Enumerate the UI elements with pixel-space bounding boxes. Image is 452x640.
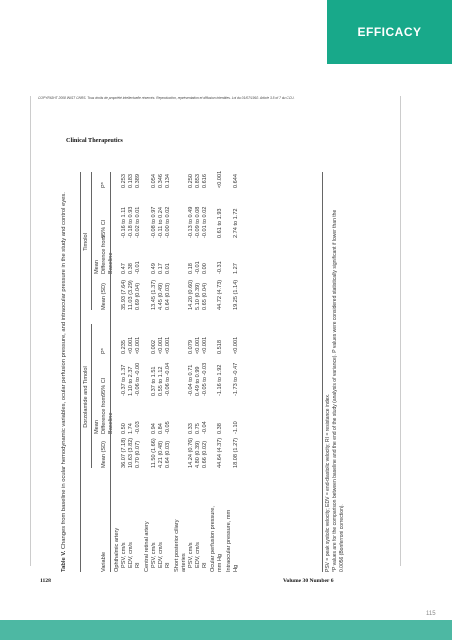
row-label: Short posterior ciliary arteries [174, 519, 187, 572]
table-cell: 4.45 (0.49) [158, 282, 164, 310]
column-header: Mean Difference from Baseline [94, 395, 114, 434]
table-cell: <0.001 [202, 336, 208, 354]
table-cell: 0.37 to 1.51 [151, 366, 157, 396]
table-cell: -1.10 [233, 421, 239, 434]
row-label: EDV, cm/s [128, 542, 134, 568]
table-cell: -0.04 to 0.71 [188, 364, 194, 396]
table-cell: 5.10 (0.39) [195, 282, 201, 310]
table-cell: 0.69 (0.04) [135, 282, 141, 310]
table-cell: 0.49 [151, 263, 157, 274]
group-header-dorzolamide-timolol: Dorzolamide and Timolol [83, 366, 89, 428]
table-cell: 0.70 (0.07) [135, 440, 141, 468]
column-header: P* [101, 182, 107, 188]
table-caption-title: Table V. [61, 550, 67, 572]
table-cell: 0.616 [202, 174, 208, 188]
table-cell: -0.06 to -0.00 [135, 362, 141, 396]
table-cell: -0.05 to -0.03 [202, 362, 208, 396]
table-cell: <0.001 [158, 336, 164, 354]
table-cell: <0.001 [217, 170, 223, 188]
table-cell: 18.08 (1.27) [233, 437, 239, 468]
table-cell: -0.09 to 0.08 [195, 206, 201, 238]
table-cell: -0.01 to 0.02 [202, 206, 208, 238]
table-cell: -0.05 [165, 421, 171, 434]
bottom-color-band [0, 620, 452, 640]
table-cell: 0.253 [121, 174, 127, 188]
column-header: 95% CI [101, 377, 107, 396]
table-cell: -0.37 to 1.37 [121, 364, 127, 396]
badge-label: EFFICACY [357, 25, 422, 39]
row-label: Intraocular pressure, mm Hg [226, 509, 239, 572]
table-cell: 0.50 [121, 423, 127, 434]
table-cell: 0.346 [158, 174, 164, 188]
table-cell: 1.10 to 2.37 [128, 366, 134, 396]
table-cell: 0.64 (0.03) [165, 282, 171, 310]
table-cell: 0.054 [151, 174, 157, 188]
table-cell: 2.74 to 1.72 [233, 208, 239, 238]
table-cell: 0.64 (0.03) [165, 440, 171, 468]
row-label: EDV, cm/s [158, 542, 164, 568]
left-margin-line [30, 96, 31, 566]
row-label: Ocular perfusion pressure, mm Hg [210, 506, 223, 572]
column-header: P* [101, 348, 107, 354]
table-cell: 14.20 (0.60) [188, 279, 194, 310]
table-cell: -0.16 to 1.11 [121, 207, 127, 238]
table-cell: 44.72 (4.73) [217, 279, 223, 310]
table-cell: 0.00 [202, 263, 208, 274]
table-cell: 0.250 [188, 174, 194, 188]
table-cell: -0.11 to 0.24 [158, 207, 164, 238]
row-label: Central retinal artery [144, 521, 150, 572]
table-cell: 0.33 [188, 423, 194, 434]
row-label: PSV, cm/s [151, 542, 157, 568]
table-cell: 0.38 [128, 263, 134, 274]
copyright-notice: COPYRIGHT 2008 INIST CNRS. Tous droits de propriété intellectuelle réservés. Reproduction, représentation et diffusion interdites. Loi du 01/07/1992. Article 3.5 of 7 du CCU. [38, 96, 295, 100]
row-label: RI [202, 562, 208, 568]
table-cell: -0.04 [202, 421, 208, 434]
table-cell: 0.183 [128, 174, 134, 188]
row-label: Ophthalmic artery [114, 527, 120, 572]
group-header-timolol: Timolol [83, 233, 89, 251]
table-cell: 0.49 to 0.99 [195, 366, 201, 396]
table-caption [60, 172, 68, 572]
page-number: 115 [426, 611, 436, 617]
table-cell: 0.47 [121, 263, 127, 274]
table-cell: -0.01 [195, 261, 201, 274]
row-label: EDV, cm/s [195, 542, 201, 568]
table-cell: -0.03 [135, 421, 141, 434]
table-cell: 44.64 (4.37) [217, 437, 223, 468]
table-cell: 0.17 [158, 263, 164, 274]
table-cell: -0.08 to 0.97 [151, 206, 157, 238]
table-cell: 0.75 [195, 423, 201, 434]
row-label: RI [165, 562, 171, 568]
table-cell: 0.235 [121, 340, 127, 354]
page-footer-left: 1128 [40, 578, 51, 584]
right-margin-line [400, 96, 401, 566]
table-cell: -0.00 to 0.02 [165, 206, 171, 238]
page-footer-right: Volume 30 Number 6 [283, 578, 334, 584]
footnote-3: 0.0056 (Bonferroni correction). [339, 504, 345, 572]
table-cell: 0.01 [165, 263, 171, 274]
rotated-table [52, 162, 374, 572]
table-cell: 0.853 [195, 174, 201, 188]
footnote-1: PSV = peak systolic velocity; EDV = end-diastolic velocity; RI = resistance index. [325, 393, 331, 572]
group-underline-2 [91, 172, 92, 310]
table-cell: 1.27 [233, 263, 239, 274]
table-bottom-rule [322, 172, 323, 572]
table-cell: 11.03 (3.29) [128, 280, 134, 310]
table-cell: <0.001 [233, 336, 239, 354]
row-label: RI [135, 562, 141, 568]
table-cell: 4.21 (0.48) [158, 440, 164, 468]
table-cell: 4.80 (0.39) [195, 440, 201, 468]
table-cell: 0.079 [188, 340, 194, 354]
table-cell: 0.65 (0.04) [202, 282, 208, 310]
table-cell: 1.74 [128, 423, 134, 434]
table-cell: 0.84 [158, 423, 164, 434]
table-cell: 35.93 (7.64) [121, 279, 127, 310]
table-cell: -1.16 to 1.92 [217, 364, 223, 396]
table-cell: 0.002 [151, 340, 157, 354]
table-cell: -0.31 [217, 261, 223, 274]
table-cell: 36.07 (7.18) [121, 437, 127, 468]
column-header: Variable [101, 551, 107, 572]
table-cell: 0.644 [233, 174, 239, 188]
table-cell: 0.38 [217, 423, 223, 434]
table-cell: -0.18 to 0.93 [128, 206, 134, 238]
table-cell: 0.134 [165, 174, 171, 188]
table-cell: 0.389 [135, 174, 141, 188]
table-cell: 0.66 (0.02) [202, 440, 208, 468]
column-header: Mean (SD) [101, 282, 107, 310]
table-cell: -1.73 to -0.47 [233, 362, 239, 396]
table-cell: -0.13 to 0.49 [188, 206, 194, 238]
table-cell: 13.45 (1.37) [151, 279, 157, 310]
table-top-rule [80, 172, 81, 572]
table-cell: 0.518 [217, 340, 223, 354]
table-cell: 0.18 [188, 263, 194, 274]
column-header: 95% CI [101, 219, 107, 238]
table-cell: <0.001 [128, 336, 134, 354]
table-cell: -0.06 to -0.04 [165, 362, 171, 396]
column-header: Mean (SD) [101, 440, 107, 468]
table-cell: 0.61 to 1.93 [217, 208, 223, 238]
row-label: PSV, cm/s [188, 542, 194, 568]
table-cell: -0.02 to 0.01 [135, 206, 141, 238]
table-cell: 0.94 [151, 423, 157, 434]
table-cell: <0.001 [165, 336, 171, 354]
table-cell: 11.50 (1.66) [151, 438, 157, 468]
group-underline-1 [91, 324, 92, 468]
row-label: PSV, cm/s [121, 542, 127, 568]
efficacy-badge [327, 0, 452, 64]
table-caption-text: Changes from baseline in ocular hemodynamic variables, ocular perfusion pressure, and intraocular pressure in the study and control eyes. [61, 192, 67, 550]
table-cell: -0.01 [135, 261, 141, 274]
table-cell: <0.001 [135, 336, 141, 354]
table-cell: 0.55 to 1.12 [158, 366, 164, 396]
journal-title: Clinical Therapeutics [66, 137, 123, 144]
table-cell: 10.63 (3.82) [128, 437, 134, 468]
table-cell: 14.24 (0.76) [188, 437, 194, 468]
table-cell: 19.25 (1.14) [233, 279, 239, 310]
header-bottom-rule [110, 172, 111, 572]
column-header: Mean Difference from Baseline [94, 235, 114, 274]
footnote-2: *P values are for the comparison between baseline and the end of the study (analysis of variance). P values were considered statistically significant if lower than the [332, 209, 338, 572]
table-cell: <0.001 [195, 336, 201, 354]
